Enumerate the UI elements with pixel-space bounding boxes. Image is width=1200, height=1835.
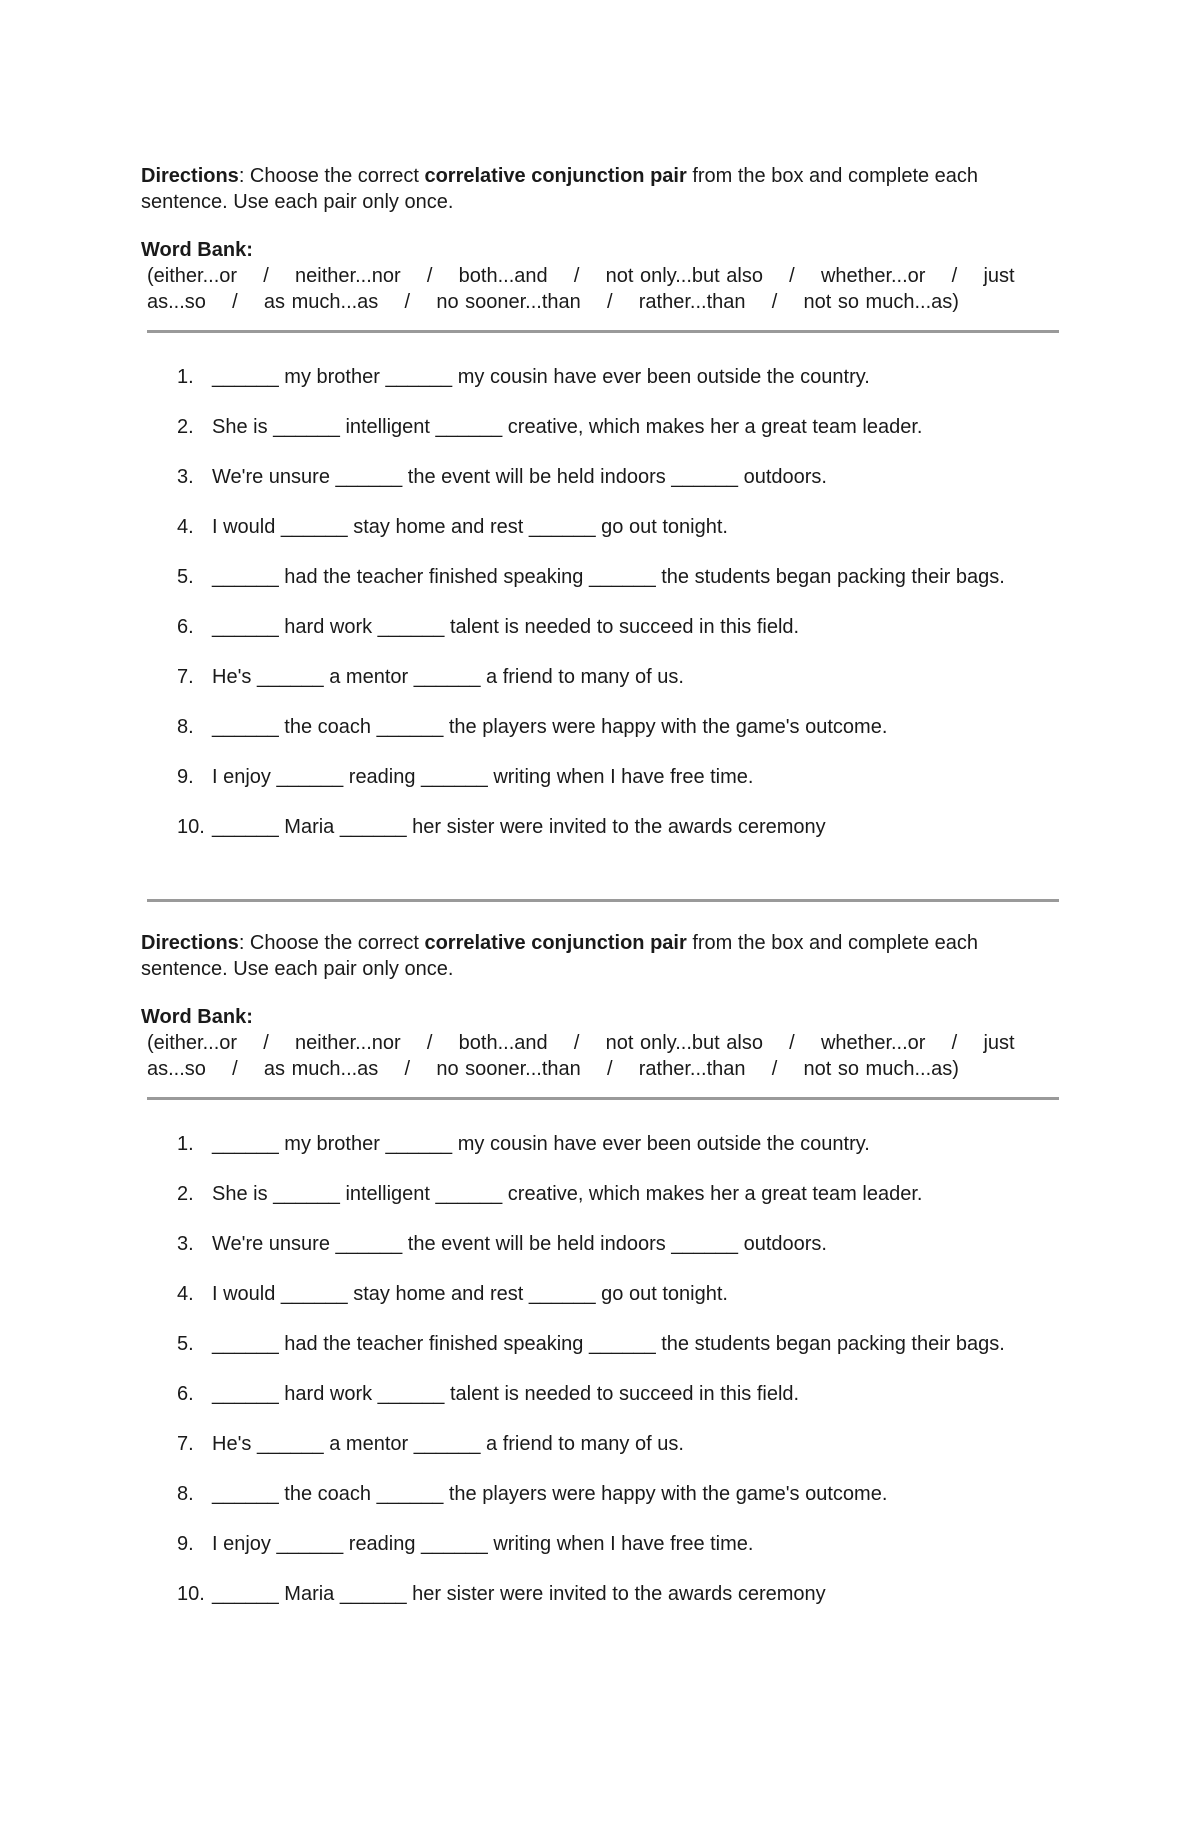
question-item: [168, 714, 1068, 740]
question-text: She is ______ intelligent ______ creative, which makes her a great team leader.: [212, 416, 923, 438]
question-number: 2.: [177, 1183, 194, 1205]
question-text: ______ my brother ______ my cousin have ever been outside the country.: [212, 1133, 870, 1155]
question-number: 9.: [177, 766, 194, 788]
question-text: I would ______ stay home and rest ______ go out tonight.: [212, 1283, 728, 1305]
directions-part2: from the box and complete each sentence. Use each pair only once.: [141, 165, 979, 213]
word-bank-line-1: (either...or / neither...nor / both...and / not only...but also / whether...or / just: [147, 1032, 1015, 1054]
question-text: ______ Maria ______ her sister were invited to the awards ceremony: [212, 816, 826, 838]
question-item: [168, 664, 1068, 690]
question-text: ______ my brother ______ my cousin have ever been outside the country.: [212, 366, 870, 388]
question-number: 2.: [177, 416, 194, 438]
question-list-1: [168, 364, 1068, 864]
word-bank-line-2: as...so / as much...as / no sooner...than / rather...than / not so much...as): [147, 291, 959, 313]
question-item: [168, 1131, 1068, 1157]
question-item: [168, 614, 1068, 640]
question-item: [168, 1181, 1068, 1207]
question-item: [168, 814, 1068, 840]
question-number: 10.: [177, 816, 205, 838]
question-number: 6.: [177, 1383, 194, 1405]
question-number: 3.: [177, 466, 194, 488]
question-item: [168, 1531, 1068, 1557]
worksheet-header-2: [141, 930, 1061, 1082]
directions-label: Directions: [141, 165, 239, 187]
question-text: ______ Maria ______ her sister were invited to the awards ceremony: [212, 1583, 826, 1605]
question-text: ______ hard work ______ talent is needed to succeed in this field.: [212, 616, 800, 638]
question-text: We're unsure ______ the event will be held indoors ______ outdoors.: [212, 466, 827, 488]
question-item: [168, 1281, 1068, 1307]
directions-part1: : Choose the correct: [238, 932, 425, 954]
question-number: 10.: [177, 1583, 205, 1605]
question-item: [168, 1231, 1068, 1257]
question-text: ______ hard work ______ talent is needed to succeed in this field.: [212, 1383, 800, 1405]
question-item: [168, 414, 1068, 440]
question-item: [168, 764, 1068, 790]
question-number: 4.: [177, 1283, 194, 1305]
question-number: 8.: [177, 716, 194, 738]
directions-part2: from the box and complete each sentence. Use each pair only once.: [141, 932, 979, 980]
question-text: She is ______ intelligent ______ creative, which makes her a great team leader.: [212, 1183, 923, 1205]
directions-bold-term: correlative conjunction pair: [424, 165, 687, 187]
word-bank-list: [141, 1030, 1061, 1082]
question-list-2: [168, 1131, 1068, 1631]
question-text: ______ the coach ______ the players were happy with the game's outcome.: [212, 1483, 888, 1505]
question-number: 9.: [177, 1533, 194, 1555]
worksheet-header-1: [141, 163, 1061, 315]
question-text: I enjoy ______ reading ______ writing when I have free time.: [212, 1533, 754, 1555]
question-item: [168, 1581, 1068, 1607]
question-item: [168, 1381, 1068, 1407]
question-number: 3.: [177, 1233, 194, 1255]
question-text: We're unsure ______ the event will be held indoors ______ outdoors.: [212, 1233, 827, 1255]
question-number: 1.: [177, 1133, 194, 1155]
divider: [147, 330, 1059, 333]
question-text: He's ______ a mentor ______ a friend to many of us.: [212, 1433, 684, 1455]
question-number: 6.: [177, 616, 194, 638]
question-item: [168, 1331, 1068, 1357]
divider: [147, 1097, 1059, 1100]
question-item: [168, 464, 1068, 490]
directions-text: [141, 163, 1061, 215]
question-number: 5.: [177, 1333, 194, 1355]
divider: [147, 899, 1059, 902]
question-number: 1.: [177, 366, 194, 388]
word-bank-line-1: (either...or / neither...nor / both...and / not only...but also / whether...or / just: [147, 265, 1015, 287]
question-text: ______ had the teacher finished speaking ______ the students began packing their bags.: [212, 566, 1005, 588]
word-bank-title: Word Bank:: [141, 239, 253, 261]
question-text: He's ______ a mentor ______ a friend to many of us.: [212, 666, 684, 688]
word-bank-title: Word Bank:: [141, 1006, 253, 1028]
question-number: 5.: [177, 566, 194, 588]
question-text: I would ______ stay home and rest ______ go out tonight.: [212, 516, 728, 538]
directions-part1: : Choose the correct: [238, 165, 425, 187]
question-text: ______ the coach ______ the players were happy with the game's outcome.: [212, 716, 888, 738]
question-text: I enjoy ______ reading ______ writing when I have free time.: [212, 766, 754, 788]
question-item: [168, 364, 1068, 390]
word-bank-line-2: as...so / as much...as / no sooner...than / rather...than / not so much...as): [147, 1058, 959, 1080]
question-item: [168, 1431, 1068, 1457]
question-item: [168, 514, 1068, 540]
directions-label: Directions: [141, 932, 239, 954]
question-item: [168, 564, 1068, 590]
question-number: 8.: [177, 1483, 194, 1505]
directions-text: [141, 930, 1061, 982]
question-number: 7.: [177, 1433, 194, 1455]
directions-bold-term: correlative conjunction pair: [424, 932, 687, 954]
question-number: 7.: [177, 666, 194, 688]
question-text: ______ had the teacher finished speaking ______ the students began packing their bags.: [212, 1333, 1005, 1355]
question-number: 4.: [177, 516, 194, 538]
word-bank-list: [141, 263, 1061, 315]
question-item: [168, 1481, 1068, 1507]
